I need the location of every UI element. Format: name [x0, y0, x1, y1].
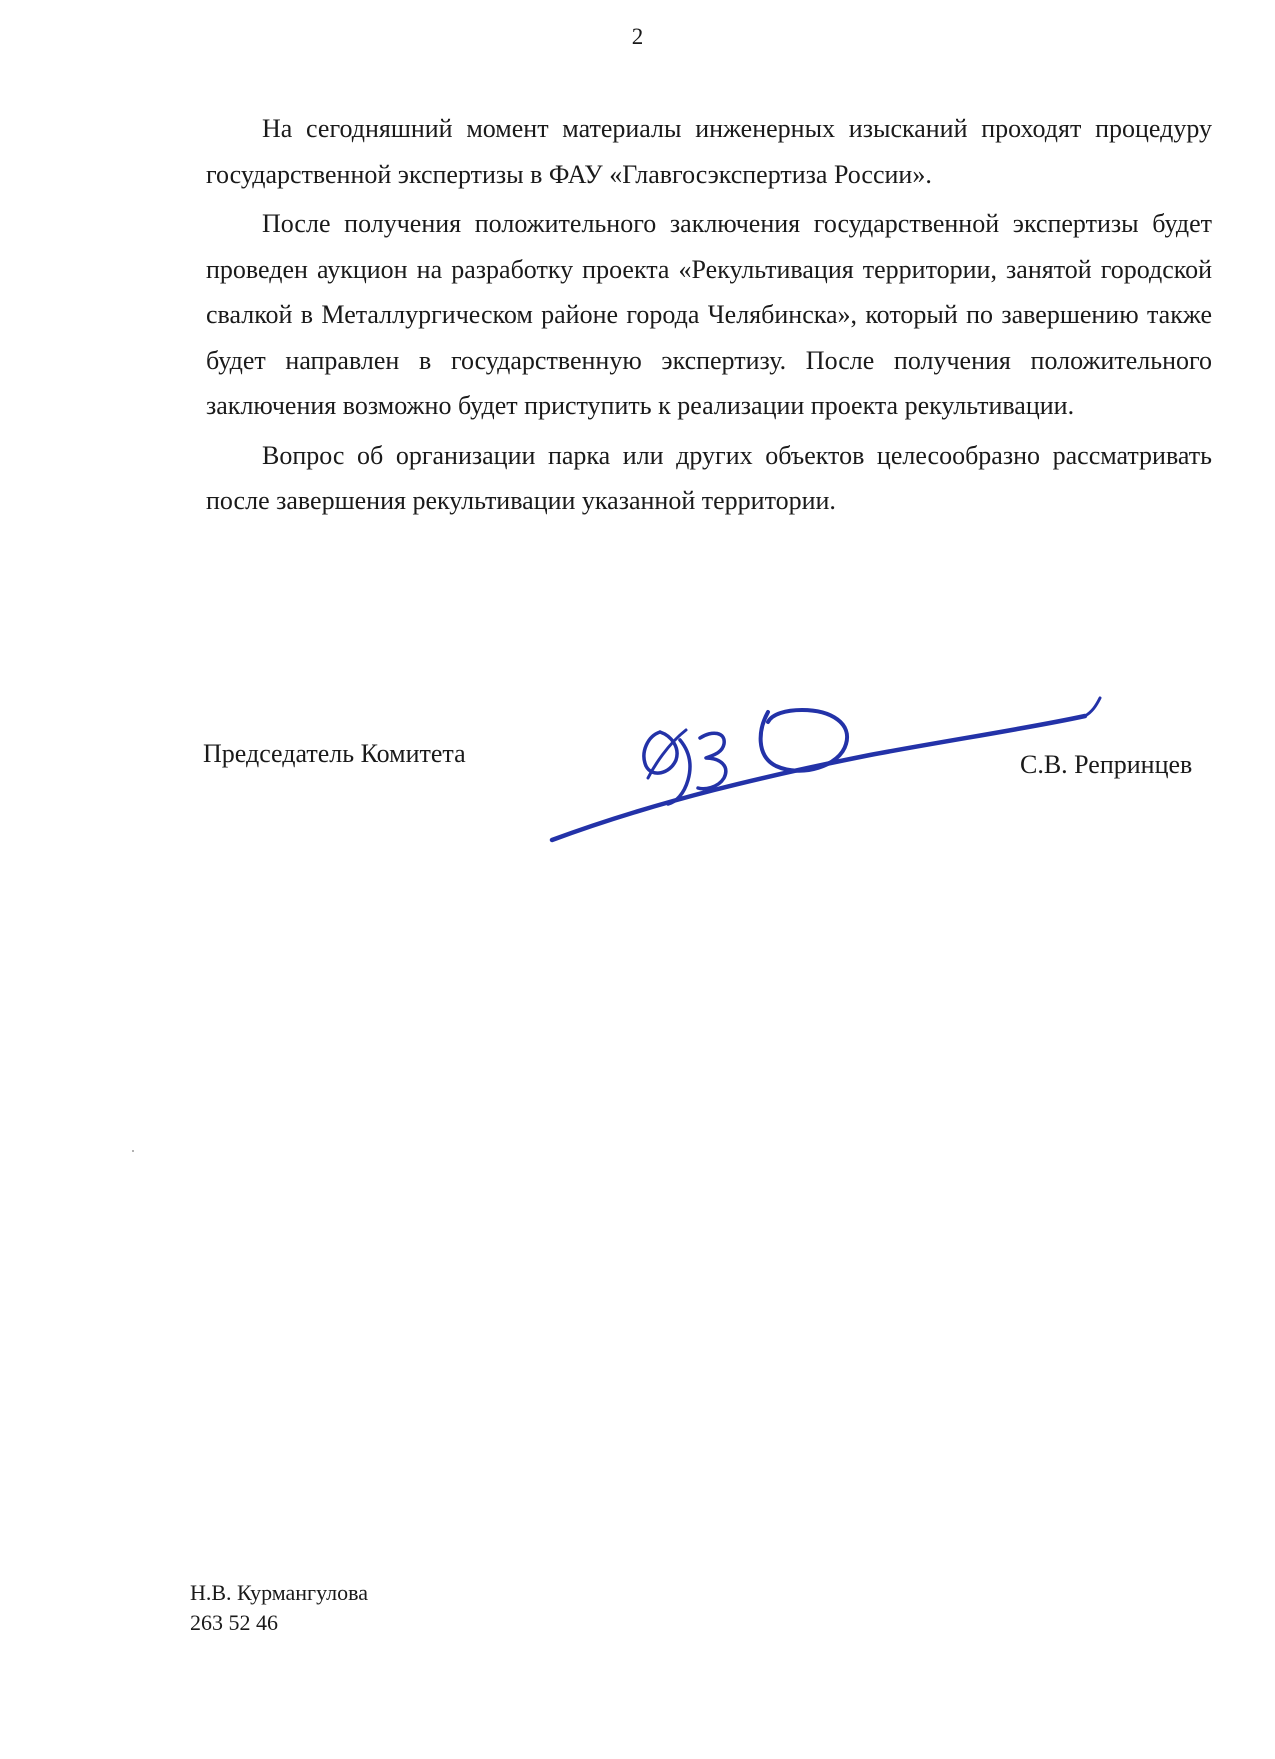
- letter-body: [206, 106, 1212, 528]
- page-number: 2: [631, 24, 644, 49]
- scan-speck: [132, 1150, 134, 1152]
- signer-title: Председатель Комитета: [203, 739, 466, 768]
- executor-name: Н.В. Курмангулова: [190, 1580, 368, 1605]
- paragraph: Вопрос об организации парка или других объектов целесообразно рассматривать после завершения рекультивации указанной территории.: [206, 440, 1212, 515]
- executor-block: [190, 1578, 368, 1638]
- signer-name: С.В. Репринцев: [1020, 750, 1193, 779]
- paragraph: На сегодняшний момент материалы инженерных изысканий проходят процедуру государственной экспертизы в ФАУ «Главгосэкспертиза России».: [206, 114, 1212, 189]
- paragraph: После получения положительного заключения государственной экспертизы будет проведен аукцион на разработку проекта «Рекультивация территории, занятой городской свалкой в Металлургическом районе города Челябинска», который по завершению также будет направлен в государственную экспертизу. После получения положительного заключения возможно будет приступить к реализации проекта рекультивации.: [206, 209, 1212, 420]
- executor-phone: 263 52 46: [190, 1610, 278, 1635]
